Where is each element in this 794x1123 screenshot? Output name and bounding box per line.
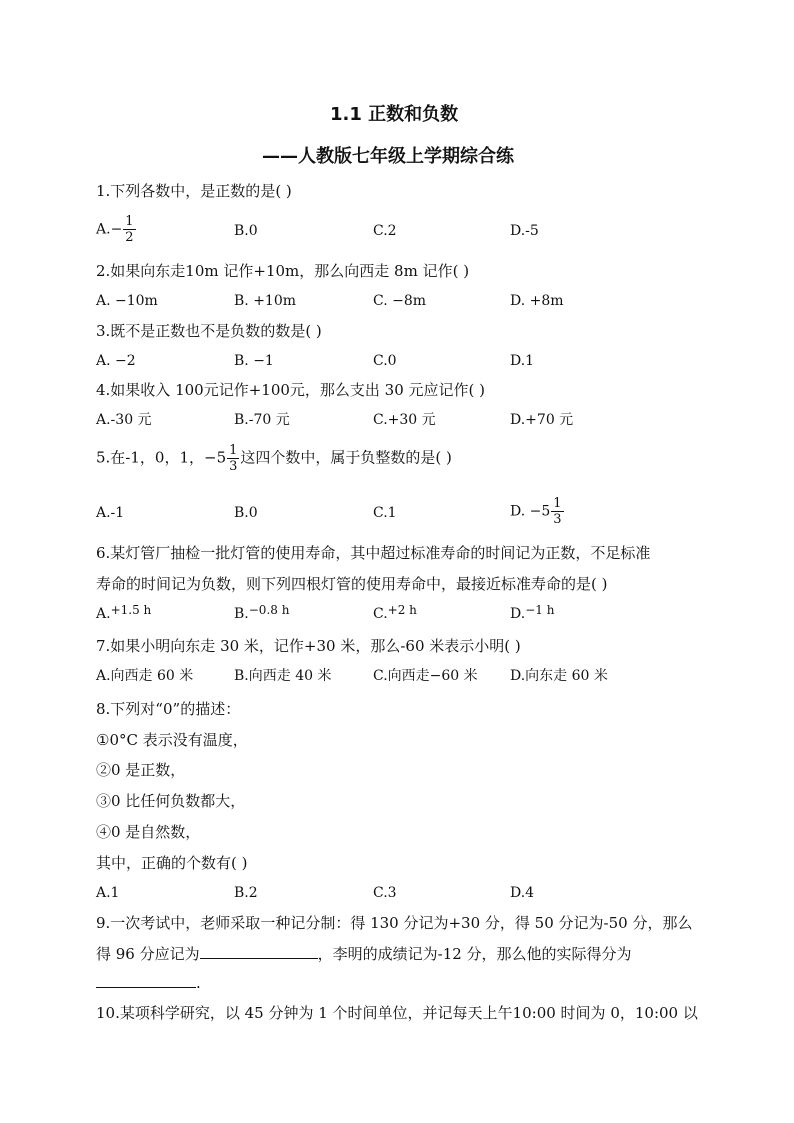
q6-stem-line2: 寿命的时间记为负数，则下列四根灯管的使用寿命中，最接近标准寿命的是( ) [96, 575, 608, 593]
q6-a-value: +1.5 h [110, 603, 152, 617]
q5-option-b[interactable]: B.0 [234, 505, 258, 521]
q5-d-fraction [551, 496, 563, 527]
q8-option-c[interactable]: C.3 [373, 885, 397, 901]
q3-stem: 3.既不是正数也不是负数的数是( ) [96, 322, 322, 340]
q5-option-c[interactable]: C.1 [373, 505, 397, 521]
q5-d-numerator: 1 [553, 496, 562, 511]
q6-option-a[interactable] [96, 604, 151, 624]
q3-option-a[interactable]: A. −2 [96, 353, 136, 369]
q9-line1: 9.一次考试中，老师采取一种记分制：得 130 分记为+30 分，得 50 分记为-50 分，那么 [96, 914, 693, 932]
q2-option-a[interactable]: A. −10m [96, 293, 158, 309]
q9-line2-suffix: ，李明的成绩记为-12 分，那么他的实际得分为 [317, 945, 632, 963]
q6-d-label: D. [510, 606, 526, 622]
q5-option-d[interactable] [510, 496, 565, 527]
q5-d-whole: −5 [529, 503, 551, 520]
q2-option-d[interactable]: D. +8m [510, 293, 564, 309]
q6-a-label: A. [96, 606, 111, 622]
q1-stem: 1.下列各数中，是正数的是( ) [96, 182, 292, 200]
q5-option-a[interactable]: A.-1 [96, 505, 125, 521]
q3-option-c[interactable]: C.0 [373, 353, 397, 369]
q6-c-value: +2 h [387, 603, 417, 617]
q5-stem-suffix: 这四个数中，属于负整数的是( ) [240, 448, 452, 467]
q7-option-d[interactable]: D.向东走 60 米 [510, 668, 608, 684]
q2-option-b[interactable]: B. +10m [234, 293, 297, 309]
q6-b-value: −0.8 h [248, 603, 290, 617]
q5-mixed-denominator: 3 [229, 459, 238, 474]
q6-option-c[interactable] [373, 604, 417, 624]
q8-statement-4: ④0 是自然数， [96, 823, 201, 841]
q8-statement-2: ②0 是正数， [96, 761, 186, 779]
q4-option-d[interactable]: D.+70 元 [510, 412, 574, 428]
q5-mixed-whole: −5 [204, 448, 227, 467]
q1-a-label: A. [96, 221, 111, 238]
q10-line1: 10.某项科学研究，以 45 分钟为 1 个时间单位，并记每天上午10:00 时间为 0，10:00 以 [96, 1004, 698, 1022]
q3-option-b[interactable]: B. −1 [234, 353, 274, 369]
q6-c-label: C. [373, 606, 388, 622]
q8-option-a[interactable]: A.1 [96, 885, 120, 901]
q4-stem: 4.如果收入 100元记作+100元，那么支出 30 元应记作( ) [96, 381, 486, 399]
q9-answer-blank-1[interactable] [200, 943, 318, 959]
page-title: 1.1 正数和负数 [330, 104, 459, 125]
q8-option-b[interactable]: B.2 [234, 885, 258, 901]
q1-a-denominator: 2 [125, 230, 134, 245]
q9-line2-prefix: 得 96 分应记为 [96, 945, 200, 963]
q8-statement-1: ①0°C 表示没有温度， [96, 731, 248, 749]
q8-stem: 8.下列对“0”的描述： [96, 700, 241, 718]
q1-a-numerator: 1 [125, 214, 134, 229]
q6-option-b[interactable] [234, 604, 289, 624]
q5-mixed-numerator: 1 [229, 443, 238, 458]
q4-option-a[interactable]: A.-30 元 [96, 412, 152, 428]
q1-option-b[interactable]: B.0 [234, 223, 258, 239]
q7-option-a[interactable]: A.向西走 60 米 [96, 668, 194, 684]
q3-option-d[interactable]: D.1 [510, 353, 535, 369]
q7-stem: 7.如果小明向东走 30 米，记作+30 米，那么-60 米表示小明( ) [96, 637, 521, 655]
q8-option-d[interactable]: D.4 [510, 885, 535, 901]
q9-line3 [96, 973, 201, 993]
q5-stem [96, 443, 452, 474]
q8-question: 其中，正确的个数有( ) [96, 854, 248, 872]
q6-stem-line1: 6.某灯管厂抽检一批灯管的使用寿命，其中超过标准寿命的时间记为正数，不足标准 [96, 544, 651, 562]
q5-d-label: D. [510, 503, 526, 520]
q8-statement-3: ③0 比任何负数都大， [96, 792, 246, 810]
q5-d-denominator: 3 [553, 512, 562, 527]
q4-option-b[interactable]: B.-70 元 [234, 412, 290, 428]
q1-option-d[interactable]: D.-5 [510, 223, 539, 239]
q6-option-d[interactable] [510, 604, 554, 624]
q7-option-c[interactable]: C.向西走−60 米 [373, 668, 478, 684]
q9-line2 [96, 943, 632, 964]
q1-option-c[interactable]: C.2 [373, 223, 397, 239]
q1-a-fraction [123, 214, 135, 245]
q4-option-c[interactable]: C.+30 元 [373, 412, 436, 428]
q1-a-sign: − [110, 221, 123, 238]
q6-b-label: B. [234, 606, 249, 622]
q2-stem: 2.如果向东走10m 记作+10m，那么向西走 8m 记作( ) [96, 262, 470, 280]
q9-answer-blank-2[interactable] [96, 973, 196, 988]
q7-option-b[interactable]: B.向西走 40 米 [234, 668, 332, 684]
q5-mixed-fraction [227, 443, 239, 474]
q6-d-value: −1 h [525, 603, 555, 617]
q9-end: . [196, 974, 201, 992]
q1-option-a[interactable] [96, 214, 137, 245]
page-subtitle: ——人教版七年级上学期综合练 [262, 146, 514, 167]
q5-stem-prefix: 5.在-1，0，1， [96, 448, 205, 467]
q2-option-c[interactable]: C. −8m [373, 293, 427, 309]
